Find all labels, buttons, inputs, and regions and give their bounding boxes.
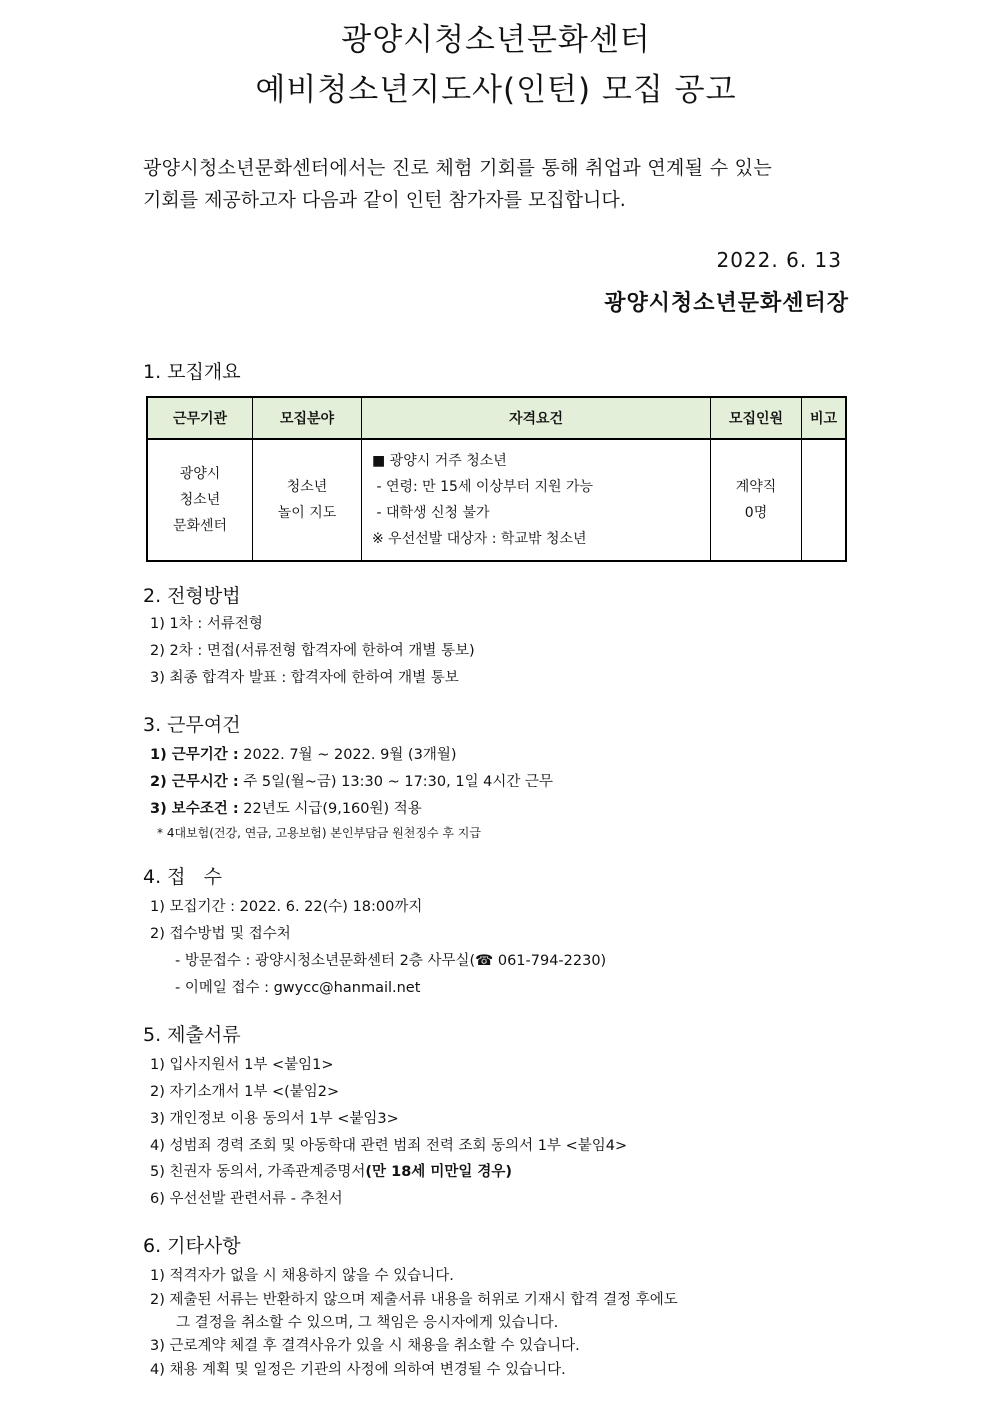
signature: 광양시청소년문화센터장 xyxy=(604,291,849,316)
list-item: 5) 친권자 동의서, 가족관계증명서(만 18세 미만일 경우) xyxy=(150,1164,513,1180)
list-item: 1) 1차 : 서류전형 xyxy=(150,616,263,632)
list-item: 1) 입사지원서 1부 <붙임1> xyxy=(150,1057,334,1073)
list-item: 4) 성범죄 경력 조회 및 아동학대 관련 범죄 전력 조회 동의서 1부 <붙임4> xyxy=(150,1138,628,1154)
intro-line-1: 광양시청소년문화센터에서는 진로 체험 기회를 통해 취업과 연계될 수 있는 xyxy=(143,157,772,179)
section-1-heading: 1. 모집개요 xyxy=(143,361,241,383)
list-item: 3) 최종 합격자 발표 : 합격자에 한하여 개별 통보 xyxy=(150,670,459,686)
list-item: 2) 근무시간 : 주 5일(월~금) 13:30 ~ 17:30, 1일 4시간 근무 xyxy=(150,774,554,790)
title-line-2: 예비청소년지도사(인턴) 모집 공고 xyxy=(255,72,737,108)
notice-date: 2022. 6. 13 xyxy=(716,248,842,272)
list-item: 3) 보수조건 : 22년도 시급(9,160원) 적용 xyxy=(150,801,422,817)
section-5-heading: 5. 제출서류 xyxy=(143,1024,241,1046)
intro-line-2: 기회를 제공하고자 다음과 같이 인턴 참가자를 모집합니다. xyxy=(143,189,626,211)
list-item: 2) 자기소개서 1부 <(붙임2> xyxy=(150,1084,340,1100)
list-item: 3) 근로계약 체결 후 결격사유가 있을 시 채용을 취소할 수 있습니다. xyxy=(150,1338,580,1354)
list-item: 2) 접수방법 및 접수처 xyxy=(150,926,291,942)
list-item: 2) 제출된 서류는 반환하지 않으며 제출서류 내용을 허위로 기재시 합격 결정 후에도 xyxy=(150,1292,678,1308)
list-item: 6) 우선선발 관련서류 - 추천서 xyxy=(150,1191,343,1207)
list-item: 1) 적격자가 없을 시 채용하지 않을 수 있습니다. xyxy=(150,1268,454,1284)
table-header: 모집분야 xyxy=(253,397,362,439)
cell-requirements: ■ 광양시 거주 청소년 - 연령: 만 15세 이상부터 지원 가능 - 대학생 신청 불가 ※ 우선선발 대상자 : 학교밖 청소년 xyxy=(362,439,711,561)
footnote: * 4대보험(건강, 연금, 고용보험) 본인부담금 원천징수 후 지급 xyxy=(157,826,481,840)
table-header: 근무기관 xyxy=(147,397,253,439)
table-header: 자격요건 xyxy=(362,397,711,439)
intro-paragraph xyxy=(143,152,855,216)
list-item: - 이메일 접수 : gwycc@hanmail.net xyxy=(175,980,421,996)
list-item: 4) 채용 계획 및 일정은 기관의 사정에 의하여 변경될 수 있습니다. xyxy=(150,1362,566,1378)
list-item: 1) 근무기간 : 2022. 7월 ~ 2022. 9월 (3개월) xyxy=(150,747,457,763)
table-header: 비고 xyxy=(802,397,847,439)
list-item: 그 결정을 취소할 수 있으며, 그 책임은 응시자에게 있습니다. xyxy=(176,1315,559,1331)
section-2-heading: 2. 전형방법 xyxy=(143,585,241,607)
cell-remark xyxy=(802,439,847,561)
list-item: 1) 모집기간 : 2022. 6. 22(수) 18:00까지 xyxy=(150,899,423,915)
list-item: 2) 2차 : 면접(서류전형 합격자에 한하여 개별 통보) xyxy=(150,643,475,659)
table-row xyxy=(147,439,846,561)
section-4-heading: 4. 접 수 xyxy=(143,866,222,888)
cell-count: 계약직 0명 xyxy=(711,439,802,561)
cell-field: 청소년 놀이 지도 xyxy=(253,439,362,561)
list-item: - 방문접수 : 광양시청소년문화센터 2층 사무실(☎ 061-794-2230) xyxy=(175,953,607,969)
list-item: 3) 개인정보 이용 동의서 1부 <붙임3> xyxy=(150,1111,399,1127)
section-6-heading: 6. 기타사항 xyxy=(143,1235,241,1257)
table-header-row xyxy=(147,397,846,439)
recruit-table xyxy=(146,396,847,562)
title-line-1: 광양시청소년문화센터 xyxy=(341,22,651,58)
table-header: 모집인원 xyxy=(711,397,802,439)
cell-org: 광양시 청소년 문화센터 xyxy=(147,439,253,561)
section-3-heading: 3. 근무여건 xyxy=(143,714,241,736)
